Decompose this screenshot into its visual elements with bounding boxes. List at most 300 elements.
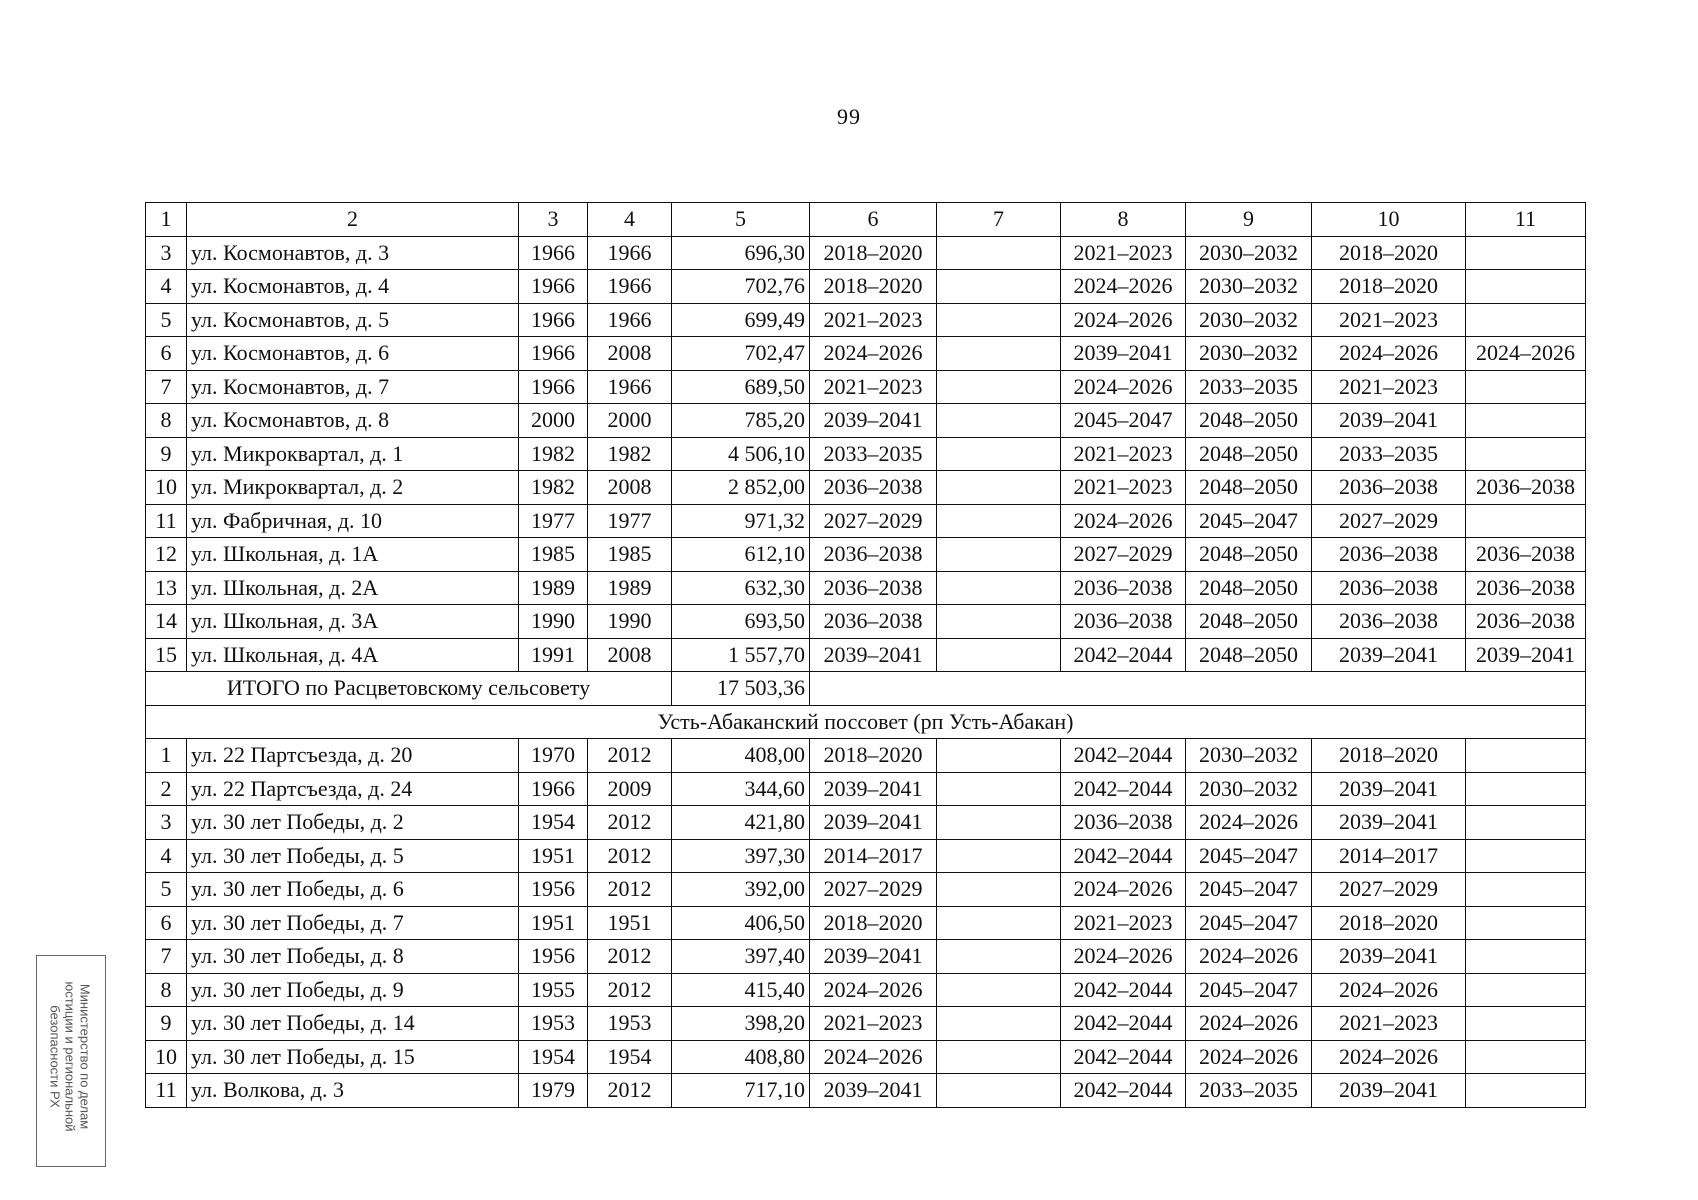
year-renovated-cell: 2008 — [588, 337, 672, 371]
address-cell: ул. Школьная, д. 3А — [187, 605, 519, 639]
stamp-line: безопасности РХ — [47, 1005, 63, 1108]
period-col-9-cell: 2024–2026 — [1186, 1040, 1312, 1074]
address-cell: ул. Микроквартал, д. 2 — [187, 471, 519, 505]
year-renovated-cell: 2008 — [588, 471, 672, 505]
period-col-7-cell — [937, 973, 1061, 1007]
year-built-cell: 2000 — [519, 404, 588, 438]
period-col-8-cell: 2024–2026 — [1061, 270, 1186, 304]
column-header: 11 — [1466, 203, 1586, 237]
period-col-11-cell — [1466, 1040, 1586, 1074]
year-built-cell: 1977 — [519, 504, 588, 538]
year-renovated-cell: 2008 — [588, 638, 672, 672]
period-col-8-cell: 2036–2038 — [1061, 806, 1186, 840]
row-number-cell: 10 — [146, 471, 187, 505]
period-col-9-cell: 2030–2032 — [1186, 303, 1312, 337]
period-col-7-cell — [937, 370, 1061, 404]
page-number: 99 — [837, 104, 861, 129]
table-row — [146, 739, 1586, 773]
year-renovated-cell: 1966 — [588, 370, 672, 404]
period-col-10-cell: 2036–2038 — [1312, 538, 1466, 572]
year-built-cell: 1954 — [519, 806, 588, 840]
area-cell: 1 557,70 — [672, 638, 810, 672]
year-built-cell: 1991 — [519, 638, 588, 672]
period-col-6-cell: 2024–2026 — [810, 337, 937, 371]
period-col-8-cell: 2024–2026 — [1061, 370, 1186, 404]
address-cell: ул. Космонавтов, д. 4 — [187, 270, 519, 304]
area-cell: 689,50 — [672, 370, 810, 404]
year-built-cell: 1985 — [519, 538, 588, 572]
address-cell: ул. 30 лет Победы, д. 6 — [187, 873, 519, 907]
period-col-6-cell: 2039–2041 — [810, 1074, 937, 1108]
housing-register-table — [145, 202, 1586, 1108]
period-col-9-cell: 2030–2032 — [1186, 270, 1312, 304]
period-col-10-cell: 2027–2029 — [1312, 504, 1466, 538]
period-col-11-cell — [1466, 873, 1586, 907]
area-cell: 699,49 — [672, 303, 810, 337]
year-renovated-cell: 1977 — [588, 504, 672, 538]
period-col-8-cell: 2045–2047 — [1061, 404, 1186, 438]
table-row — [146, 906, 1586, 940]
period-col-9-cell: 2045–2047 — [1186, 906, 1312, 940]
table-row — [146, 806, 1586, 840]
area-cell: 397,30 — [672, 839, 810, 873]
column-header: 9 — [1186, 203, 1312, 237]
row-number-cell: 2 — [146, 772, 187, 806]
period-col-10-cell: 2021–2023 — [1312, 303, 1466, 337]
address-cell: ул. 30 лет Победы, д. 2 — [187, 806, 519, 840]
area-cell: 612,10 — [672, 538, 810, 572]
address-cell: ул. Микроквартал, д. 1 — [187, 437, 519, 471]
period-col-10-cell: 2021–2023 — [1312, 370, 1466, 404]
period-col-6-cell: 2021–2023 — [810, 370, 937, 404]
address-cell: ул. Космонавтов, д. 7 — [187, 370, 519, 404]
period-col-11-cell — [1466, 906, 1586, 940]
area-cell: 702,47 — [672, 337, 810, 371]
area-cell: 696,30 — [672, 236, 810, 270]
area-cell: 4 506,10 — [672, 437, 810, 471]
period-col-7-cell — [937, 638, 1061, 672]
ust-abakan-rows — [146, 739, 1586, 1108]
period-col-10-cell: 2039–2041 — [1312, 404, 1466, 438]
address-cell: ул. 30 лет Победы, д. 8 — [187, 940, 519, 974]
row-number-cell: 11 — [146, 1074, 187, 1108]
year-renovated-cell: 1966 — [588, 303, 672, 337]
column-header: 7 — [937, 203, 1061, 237]
area-cell: 408,00 — [672, 739, 810, 773]
period-col-6-cell: 2039–2041 — [810, 638, 937, 672]
period-col-6-cell: 2039–2041 — [810, 940, 937, 974]
address-cell: ул. Школьная, д. 4А — [187, 638, 519, 672]
year-built-cell: 1989 — [519, 571, 588, 605]
area-cell: 717,10 — [672, 1074, 810, 1108]
period-col-8-cell: 2042–2044 — [1061, 1007, 1186, 1041]
year-renovated-cell: 2012 — [588, 739, 672, 773]
period-col-9-cell: 2030–2032 — [1186, 337, 1312, 371]
period-col-9-cell: 2024–2026 — [1186, 940, 1312, 974]
row-number-cell: 9 — [146, 1007, 187, 1041]
period-col-8-cell: 2042–2044 — [1061, 739, 1186, 773]
period-col-9-cell: 2048–2050 — [1186, 538, 1312, 572]
period-col-7-cell — [937, 1040, 1061, 1074]
address-cell: ул. 22 Партсъезда, д. 20 — [187, 739, 519, 773]
year-built-cell: 1982 — [519, 471, 588, 505]
address-cell: ул. Космонавтов, д. 3 — [187, 236, 519, 270]
period-col-9-cell: 2030–2032 — [1186, 236, 1312, 270]
table-row — [146, 471, 1586, 505]
period-col-8-cell: 2027–2029 — [1061, 538, 1186, 572]
period-col-8-cell: 2042–2044 — [1061, 839, 1186, 873]
period-col-9-cell: 2048–2050 — [1186, 404, 1312, 438]
year-renovated-cell: 1985 — [588, 538, 672, 572]
row-number-cell: 1 — [146, 739, 187, 773]
period-col-6-cell: 2024–2026 — [810, 1040, 937, 1074]
table-row — [146, 236, 1586, 270]
row-number-cell: 6 — [146, 337, 187, 371]
period-col-6-cell: 2039–2041 — [810, 806, 937, 840]
period-col-7-cell — [937, 236, 1061, 270]
period-col-11-cell — [1466, 973, 1586, 1007]
period-col-11-cell — [1466, 1074, 1586, 1108]
period-col-8-cell: 2024–2026 — [1061, 873, 1186, 907]
row-number-cell: 15 — [146, 638, 187, 672]
period-col-7-cell — [937, 1074, 1061, 1108]
period-col-8-cell: 2024–2026 — [1061, 303, 1186, 337]
period-col-6-cell: 2021–2023 — [810, 1007, 937, 1041]
area-cell: 397,40 — [672, 940, 810, 974]
year-renovated-cell: 2000 — [588, 404, 672, 438]
period-col-8-cell: 2036–2038 — [1061, 571, 1186, 605]
table-row — [146, 839, 1586, 873]
period-col-6-cell: 2014–2017 — [810, 839, 937, 873]
address-cell: ул. Волкова, д. 3 — [187, 1074, 519, 1108]
year-renovated-cell: 1982 — [588, 437, 672, 471]
address-cell: ул. Космонавтов, д. 5 — [187, 303, 519, 337]
year-renovated-cell: 2012 — [588, 806, 672, 840]
table-row — [146, 873, 1586, 907]
address-cell: ул. Космонавтов, д. 6 — [187, 337, 519, 371]
table-row — [146, 370, 1586, 404]
year-renovated-cell: 1966 — [588, 270, 672, 304]
area-cell: 2 852,00 — [672, 471, 810, 505]
period-col-6-cell: 2027–2029 — [810, 873, 937, 907]
row-number-cell: 4 — [146, 270, 187, 304]
year-built-cell: 1982 — [519, 437, 588, 471]
period-col-8-cell: 2021–2023 — [1061, 437, 1186, 471]
period-col-9-cell: 2045–2047 — [1186, 504, 1312, 538]
year-renovated-cell: 1953 — [588, 1007, 672, 1041]
year-built-cell: 1966 — [519, 270, 588, 304]
year-renovated-cell: 2012 — [588, 940, 672, 974]
table-row — [146, 1074, 1586, 1108]
period-col-7-cell — [937, 873, 1061, 907]
year-renovated-cell: 2012 — [588, 1074, 672, 1108]
period-col-8-cell: 2042–2044 — [1061, 772, 1186, 806]
period-col-10-cell: 2014–2017 — [1312, 839, 1466, 873]
period-col-9-cell: 2048–2050 — [1186, 605, 1312, 639]
address-cell: ул. 22 Партсъезда, д. 24 — [187, 772, 519, 806]
registration-stamp — [36, 955, 106, 1167]
year-built-cell: 1966 — [519, 370, 588, 404]
area-cell: 421,80 — [672, 806, 810, 840]
period-col-7-cell — [937, 437, 1061, 471]
section-title: Усть-Абаканский поссовет (рп Усть-Абакан) — [146, 705, 1586, 739]
table-row — [146, 437, 1586, 471]
period-col-8-cell: 2042–2044 — [1061, 1074, 1186, 1108]
column-header: 10 — [1312, 203, 1466, 237]
row-number-cell: 3 — [146, 236, 187, 270]
period-col-9-cell: 2033–2035 — [1186, 370, 1312, 404]
column-header: 3 — [519, 203, 588, 237]
address-cell: ул. 30 лет Победы, д. 9 — [187, 973, 519, 1007]
column-header: 4 — [588, 203, 672, 237]
period-col-7-cell — [937, 303, 1061, 337]
row-number-cell: 8 — [146, 973, 187, 1007]
period-col-8-cell: 2042–2044 — [1061, 973, 1186, 1007]
period-col-9-cell: 2048–2050 — [1186, 638, 1312, 672]
period-col-9-cell: 2048–2050 — [1186, 471, 1312, 505]
year-built-cell: 1956 — [519, 873, 588, 907]
period-col-9-cell: 2024–2026 — [1186, 806, 1312, 840]
area-cell: 344,60 — [672, 772, 810, 806]
period-col-9-cell: 2024–2026 — [1186, 1007, 1312, 1041]
period-col-11-cell: 2024–2026 — [1466, 337, 1586, 371]
row-number-cell: 14 — [146, 605, 187, 639]
period-col-6-cell: 2021–2023 — [810, 303, 937, 337]
area-cell: 415,40 — [672, 973, 810, 1007]
area-cell: 693,50 — [672, 605, 810, 639]
period-col-11-cell: 2036–2038 — [1466, 605, 1586, 639]
period-col-7-cell — [937, 906, 1061, 940]
period-col-11-cell: 2036–2038 — [1466, 471, 1586, 505]
period-col-6-cell: 2027–2029 — [810, 504, 937, 538]
column-header: 8 — [1061, 203, 1186, 237]
year-built-cell: 1966 — [519, 236, 588, 270]
period-col-11-cell — [1466, 1007, 1586, 1041]
period-col-6-cell: 2039–2041 — [810, 404, 937, 438]
table-row — [146, 1007, 1586, 1041]
period-col-11-cell — [1466, 772, 1586, 806]
address-cell: ул. Фабричная, д. 10 — [187, 504, 519, 538]
stamp-line: Министерство по делам — [77, 983, 93, 1130]
year-built-cell: 1979 — [519, 1074, 588, 1108]
year-built-cell: 1951 — [519, 839, 588, 873]
period-col-6-cell: 2018–2020 — [810, 270, 937, 304]
year-renovated-cell: 2009 — [588, 772, 672, 806]
area-cell: 702,76 — [672, 270, 810, 304]
period-col-8-cell: 2021–2023 — [1061, 906, 1186, 940]
row-number-cell: 10 — [146, 1040, 187, 1074]
period-col-10-cell: 2021–2023 — [1312, 1007, 1466, 1041]
table-row — [146, 504, 1586, 538]
period-col-8-cell: 2024–2026 — [1061, 504, 1186, 538]
address-cell: ул. 30 лет Победы, д. 15 — [187, 1040, 519, 1074]
row-number-cell: 3 — [146, 806, 187, 840]
period-col-6-cell: 2036–2038 — [810, 605, 937, 639]
period-col-6-cell: 2033–2035 — [810, 437, 937, 471]
period-col-11-cell: 2036–2038 — [1466, 538, 1586, 572]
year-built-cell: 1966 — [519, 337, 588, 371]
period-col-7-cell — [937, 270, 1061, 304]
period-col-11-cell — [1466, 504, 1586, 538]
period-col-7-cell — [937, 806, 1061, 840]
table-row — [146, 605, 1586, 639]
period-col-10-cell: 2039–2041 — [1312, 940, 1466, 974]
period-col-6-cell: 2039–2041 — [810, 772, 937, 806]
year-renovated-cell: 1954 — [588, 1040, 672, 1074]
row-number-cell: 9 — [146, 437, 187, 471]
period-col-9-cell: 2048–2050 — [1186, 437, 1312, 471]
year-renovated-cell: 2012 — [588, 973, 672, 1007]
row-number-cell: 11 — [146, 504, 187, 538]
period-col-10-cell: 2033–2035 — [1312, 437, 1466, 471]
period-col-6-cell: 2024–2026 — [810, 973, 937, 1007]
period-col-11-cell — [1466, 437, 1586, 471]
address-cell: ул. 30 лет Победы, д. 14 — [187, 1007, 519, 1041]
stamp-line: юстиции и региональной — [62, 981, 78, 1132]
table-row — [146, 404, 1586, 438]
column-header: 6 — [810, 203, 937, 237]
address-cell: ул. Школьная, д. 2А — [187, 571, 519, 605]
row-number-cell: 12 — [146, 538, 187, 572]
section-row — [146, 705, 1586, 739]
area-cell: 408,80 — [672, 1040, 810, 1074]
period-col-9-cell: 2045–2047 — [1186, 839, 1312, 873]
address-cell: ул. 30 лет Победы, д. 5 — [187, 839, 519, 873]
period-col-6-cell: 2018–2020 — [810, 236, 937, 270]
period-col-7-cell — [937, 839, 1061, 873]
year-built-cell: 1966 — [519, 772, 588, 806]
period-col-11-cell: 2036–2038 — [1466, 571, 1586, 605]
period-col-7-cell — [937, 337, 1061, 371]
table-row — [146, 571, 1586, 605]
period-col-10-cell: 2018–2020 — [1312, 906, 1466, 940]
stamp-text — [48, 955, 93, 1162]
table-row — [146, 638, 1586, 672]
year-built-cell: 1966 — [519, 303, 588, 337]
period-col-9-cell: 2045–2047 — [1186, 973, 1312, 1007]
summary-rows — [146, 672, 1586, 739]
area-cell: 785,20 — [672, 404, 810, 438]
period-col-10-cell: 2024–2026 — [1312, 973, 1466, 1007]
period-col-10-cell: 2036–2038 — [1312, 605, 1466, 639]
area-cell: 392,00 — [672, 873, 810, 907]
period-col-11-cell — [1466, 303, 1586, 337]
period-col-8-cell: 2039–2041 — [1061, 337, 1186, 371]
area-cell: 971,32 — [672, 504, 810, 538]
period-col-10-cell: 2039–2041 — [1312, 806, 1466, 840]
address-cell: ул. Космонавтов, д. 8 — [187, 404, 519, 438]
period-col-10-cell: 2027–2029 — [1312, 873, 1466, 907]
period-col-6-cell: 2036–2038 — [810, 538, 937, 572]
address-cell: ул. 30 лет Победы, д. 7 — [187, 906, 519, 940]
table-row — [146, 303, 1586, 337]
period-col-11-cell — [1466, 839, 1586, 873]
column-header: 5 — [672, 203, 810, 237]
period-col-9-cell: 2033–2035 — [1186, 1074, 1312, 1108]
period-col-10-cell: 2039–2041 — [1312, 638, 1466, 672]
total-row — [146, 672, 1586, 706]
period-col-11-cell: 2039–2041 — [1466, 638, 1586, 672]
period-col-11-cell — [1466, 739, 1586, 773]
period-col-7-cell — [937, 504, 1061, 538]
period-col-6-cell: 2036–2038 — [810, 571, 937, 605]
period-col-7-cell — [937, 471, 1061, 505]
period-col-7-cell — [937, 1007, 1061, 1041]
year-renovated-cell: 1989 — [588, 571, 672, 605]
row-number-cell: 13 — [146, 571, 187, 605]
area-cell: 398,20 — [672, 1007, 810, 1041]
period-col-7-cell — [937, 404, 1061, 438]
period-col-7-cell — [937, 940, 1061, 974]
address-cell: ул. Школьная, д. 1А — [187, 538, 519, 572]
period-col-7-cell — [937, 571, 1061, 605]
period-col-10-cell: 2036–2038 — [1312, 471, 1466, 505]
period-col-11-cell — [1466, 940, 1586, 974]
table-row — [146, 973, 1586, 1007]
column-header: 1 — [146, 203, 187, 237]
period-col-11-cell — [1466, 270, 1586, 304]
period-col-10-cell: 2018–2020 — [1312, 236, 1466, 270]
period-col-11-cell — [1466, 236, 1586, 270]
column-header: 2 — [187, 203, 519, 237]
period-col-11-cell — [1466, 806, 1586, 840]
period-col-8-cell: 2021–2023 — [1061, 471, 1186, 505]
period-col-10-cell: 2024–2026 — [1312, 337, 1466, 371]
period-col-10-cell: 2036–2038 — [1312, 571, 1466, 605]
row-number-cell: 4 — [146, 839, 187, 873]
year-built-cell: 1951 — [519, 906, 588, 940]
period-col-9-cell: 2048–2050 — [1186, 571, 1312, 605]
period-col-11-cell — [1466, 370, 1586, 404]
period-col-10-cell: 2018–2020 — [1312, 739, 1466, 773]
period-col-8-cell: 2042–2044 — [1061, 638, 1186, 672]
year-built-cell: 1954 — [519, 1040, 588, 1074]
year-built-cell: 1955 — [519, 973, 588, 1007]
row-number-cell: 5 — [146, 873, 187, 907]
table-row — [146, 270, 1586, 304]
table-row — [146, 538, 1586, 572]
table-row — [146, 940, 1586, 974]
area-cell: 406,50 — [672, 906, 810, 940]
year-renovated-cell: 2012 — [588, 839, 672, 873]
rastsvetovsky-rows — [146, 236, 1586, 672]
row-number-cell: 8 — [146, 404, 187, 438]
year-renovated-cell: 1966 — [588, 236, 672, 270]
year-built-cell: 1956 — [519, 940, 588, 974]
year-built-cell: 1990 — [519, 605, 588, 639]
period-col-10-cell: 2018–2020 — [1312, 270, 1466, 304]
period-col-11-cell — [1466, 404, 1586, 438]
period-col-7-cell — [937, 739, 1061, 773]
period-col-8-cell: 2024–2026 — [1061, 940, 1186, 974]
row-number-cell: 6 — [146, 906, 187, 940]
column-number-row — [146, 203, 1586, 237]
total-value: 17 503,36 — [672, 672, 810, 706]
row-number-cell: 7 — [146, 940, 187, 974]
table-row — [146, 1040, 1586, 1074]
year-built-cell: 1970 — [519, 739, 588, 773]
year-built-cell: 1953 — [519, 1007, 588, 1041]
period-col-10-cell: 2024–2026 — [1312, 1040, 1466, 1074]
area-cell: 632,30 — [672, 571, 810, 605]
row-number-cell: 5 — [146, 303, 187, 337]
period-col-6-cell: 2018–2020 — [810, 739, 937, 773]
period-col-8-cell: 2021–2023 — [1061, 236, 1186, 270]
period-col-7-cell — [937, 538, 1061, 572]
year-renovated-cell: 2012 — [588, 873, 672, 907]
period-col-7-cell — [937, 772, 1061, 806]
total-label: ИТОГО по Расцветовскому сельсовету — [146, 672, 672, 706]
